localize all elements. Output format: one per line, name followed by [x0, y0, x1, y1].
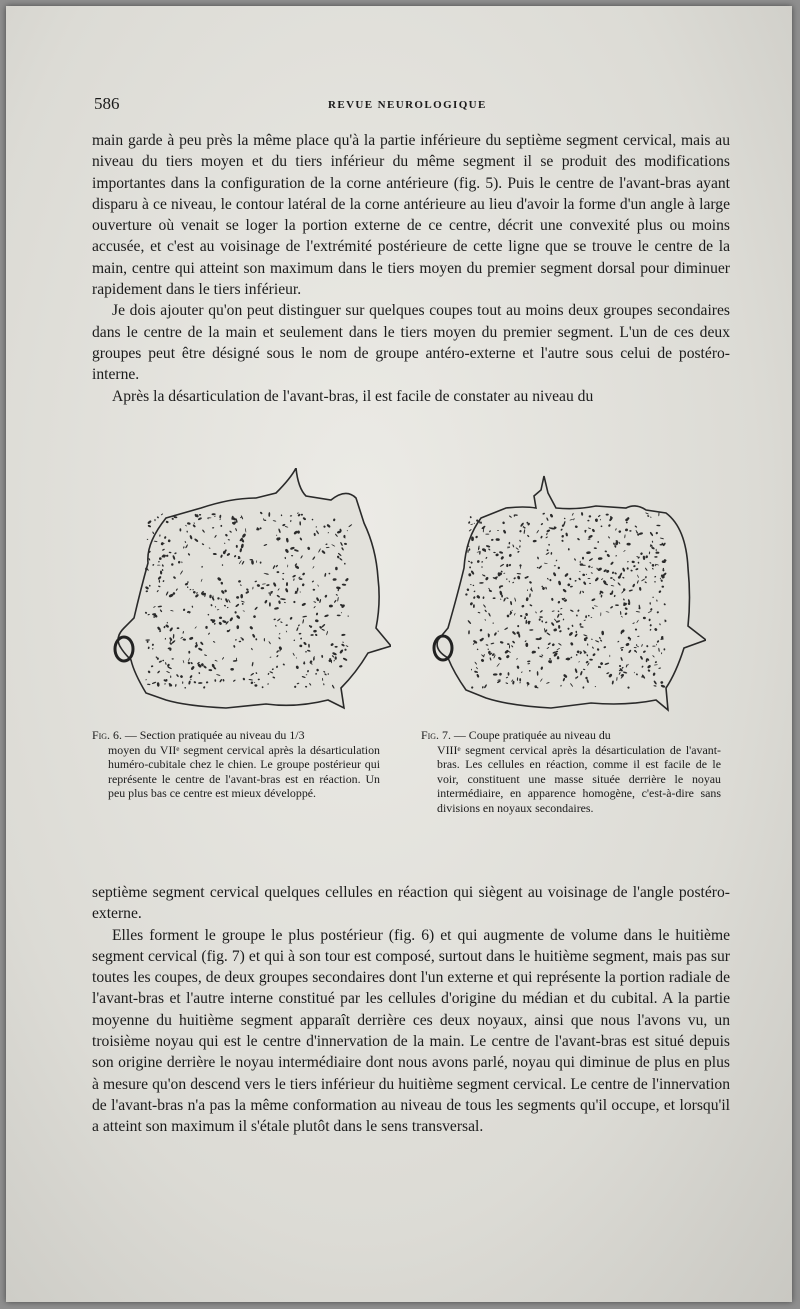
stipple-dot: [582, 557, 584, 560]
stipple-dot: [154, 519, 155, 521]
stipple-dot: [152, 531, 154, 534]
stipple-dot: [240, 517, 241, 518]
paragraph: Après la désarticulation de l'avant-bras, il est facile de constater au niveau du: [112, 387, 594, 405]
body-text-bottom: [92, 882, 730, 1138]
stipple-dot: [161, 513, 164, 515]
stipple-dot: [589, 515, 592, 517]
spinal-cord-section-drawing: [106, 468, 391, 713]
page-header: [6, 94, 792, 118]
stipple-dot: [519, 678, 521, 681]
caption-text: VIIIᵉ segment cervical après la désarticulation de l'avant-bras. Les cellules en réaction, comme il est facile de le voir, constituent une masse située derrière le noyau intermédiaire, en apparence homogène, c'est-à-dire sans divisions en noyaux secondaires.: [437, 742, 721, 815]
stipple-dot: [469, 529, 472, 532]
stipple-dot: [470, 516, 472, 519]
scanned-page: [6, 6, 792, 1302]
stipple-dot: [470, 524, 473, 526]
paragraph: Elles forment le groupe le plus postérieur (fig. 6) et qui augmente de volume dans le huitième segment cervical (fig. 7) et qui à son tour est composé, surtout dans le huitième segment, mais pas sur toutes les coupes, de deux groupes secondaires dont l'un externe et qui représente la portion radiale de l'avant-bras et l'autre interne constitué par les cellules d'origine du médian et du cubital. A la partie moyenne du huitième segment apparaît derrière ces deux noyaux, ainsi que nous l'avons vu, un troisième noyau qui est le centre d'innervation de la main. Le centre de l'avant-bras est situé depuis son origine derrière le noyau intermédiaire dont nous avons parlé, noyau qui diminue de plus en plus à mesure qu'on descend vers le tiers inférieur du huitième segment cervical. Le centre de l'innervation de l'avant-bras n'a pas la même conformation au niveau de tous les segments qu'il occupe, et lorsqu'il a atteint son maximum il s'étale plutôt dans le sens transversal.: [92, 926, 730, 1136]
figure-label: Fig. 6.: [92, 728, 122, 742]
stipple-dot: [159, 557, 162, 560]
caption-text: moyen du VIIᵉ segment cervical après la désarticulation huméro-cubitale chez le chien. Le groupe postérieur qui représente le centre de l'avant-bras est en réaction. Un peu plus bas ce centre est mieux développé.: [108, 742, 380, 801]
stipple-dot: [468, 521, 471, 524]
stipple-dot: [474, 523, 475, 524]
caption-first-line: — Section pratiquée au niveau du 1/3: [124, 728, 305, 742]
paragraph: main garde à peu près la même place qu'à la partie inférieure du septième segment cervical, mais au niveau du tiers moyen et du tiers inférieur du même segment il se produit des modifications importantes dans la configuration de la corne antérieure (fig. 5). Puis le centre de l'avant-bras ayant disparu à ce niveau, le contour latéral de la corne antérieure au lieu d'avoir la forme d'un angle à large ouverture où venait se loger la portion externe de ce centre, décrit une convexité plus ou moins accusée, et c'est au voisinage de l'extrémité postérieure de cette ligne que se trouve le centre de la main, centre qui atteint son maximum dans le tiers moyen du premier segment dorsal pour diminuer rapidement dans le tiers inférieur.: [92, 132, 730, 299]
paragraph: Je dois ajouter qu'on peut distinguer sur quelques coupes tout au moins deux groupes secondaires dans le centre de la main et seulement dans le tiers moyen du premier segment. L'un de ces deux groupes peut être désigné sous le nom de groupe antéro-externe et l'autre sous celui de postéro-interne.: [92, 302, 730, 384]
body-text-top: [92, 130, 730, 407]
stipple-dot: [177, 627, 180, 629]
figure-label: Fig. 7.: [421, 728, 451, 742]
stipple-dot: [305, 651, 307, 653]
stipple-dot: [172, 658, 174, 659]
stipple-dot: [335, 646, 338, 648]
stipple-dot: [485, 534, 489, 535]
stipple-dot: [157, 516, 160, 519]
spinal-cord-section-drawing: [426, 468, 706, 713]
running-head: REVUE NEUROLOGIQUE: [328, 99, 487, 111]
figure-7-caption: [421, 728, 721, 816]
paragraph: septième segment cervical quelques cellules en réaction qui siègent au voisinage de l'angle postéro-externe.: [92, 884, 730, 923]
stipple-dot: [147, 520, 152, 525]
stipple-dot: [609, 655, 610, 657]
figure-6-illustration: [106, 468, 391, 713]
figure-6-caption: [92, 728, 380, 801]
stipple-dot: [147, 524, 151, 527]
stipple-dot: [147, 539, 149, 541]
caption-first-line: — Coupe pratiquée au niveau du: [453, 728, 611, 742]
stipple-dot: [629, 530, 631, 532]
figure-7-illustration: [426, 468, 706, 713]
stipple-dot: [269, 602, 271, 606]
page-number: 586: [94, 94, 120, 113]
